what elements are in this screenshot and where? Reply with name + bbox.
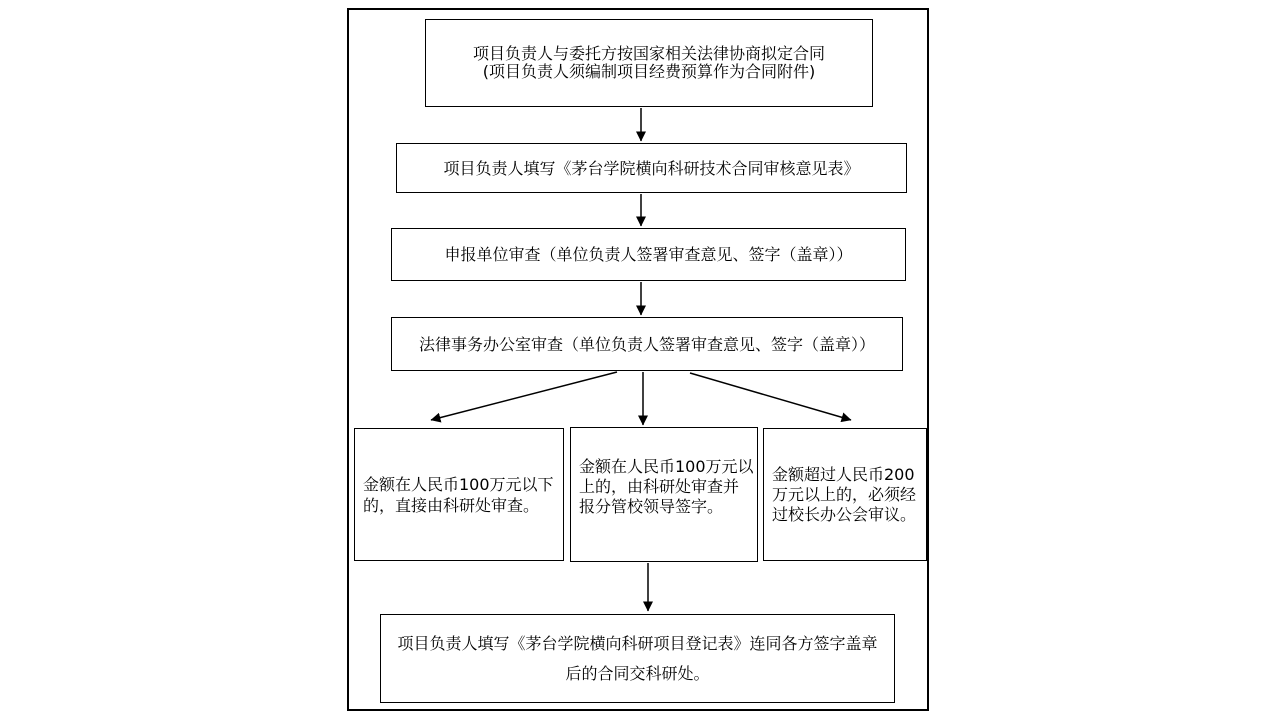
step-draft-contract-line2: (项目负责人须编制项目经费预算作为合同附件) xyxy=(482,62,816,81)
branch-under-1m xyxy=(354,428,564,561)
branch-under-1m-line2: 的，直接由科研处审查。 xyxy=(363,495,540,515)
branch-over-1m-line2: 上的，由科研处审查并 xyxy=(579,476,740,496)
step-draft-contract xyxy=(425,19,873,107)
step-draft-contract-line1: 项目负责人与委托方按国家相关法律协商拟定合同 xyxy=(472,44,825,63)
step-unit-review xyxy=(391,228,906,281)
step-registration-line2: 后的合同交科研处。 xyxy=(565,663,710,683)
branch-over-2m-line2: 万元以上的，必须经 xyxy=(772,484,917,504)
step-registration xyxy=(380,614,895,703)
branch-over-2m-line3: 过校长办公会审议。 xyxy=(772,504,917,524)
branch-under-1m-line1: 金额在人民币100万元以下 xyxy=(363,474,554,494)
step-unit-review-text: 申报单位审查（单位负责人签署审查意见、签字（盖章）） xyxy=(444,245,853,264)
branch-over-1m xyxy=(570,427,758,562)
step-fill-review-form xyxy=(396,143,907,193)
branch-over-2m-line1: 金额超过人民币200 xyxy=(772,464,915,484)
step-legal-office-review xyxy=(391,317,903,371)
branch-over-2m xyxy=(763,428,927,561)
step-fill-review-form-text: 项目负责人填写《茅台学院横向科研技术合同审核意见表》 xyxy=(443,158,860,178)
step-legal-office-review-text: 法律事务办公室审查（单位负责人签署审查意见、签字（盖章）） xyxy=(418,334,875,354)
branch-over-1m-line1: 金额在人民币100万元以 xyxy=(579,456,754,476)
branch-over-1m-line3: 报分管校领导签字。 xyxy=(579,496,724,516)
step-registration-line1: 项目负责人填写《茅台学院横向科研项目登记表》连同各方签字盖章 xyxy=(397,633,878,653)
